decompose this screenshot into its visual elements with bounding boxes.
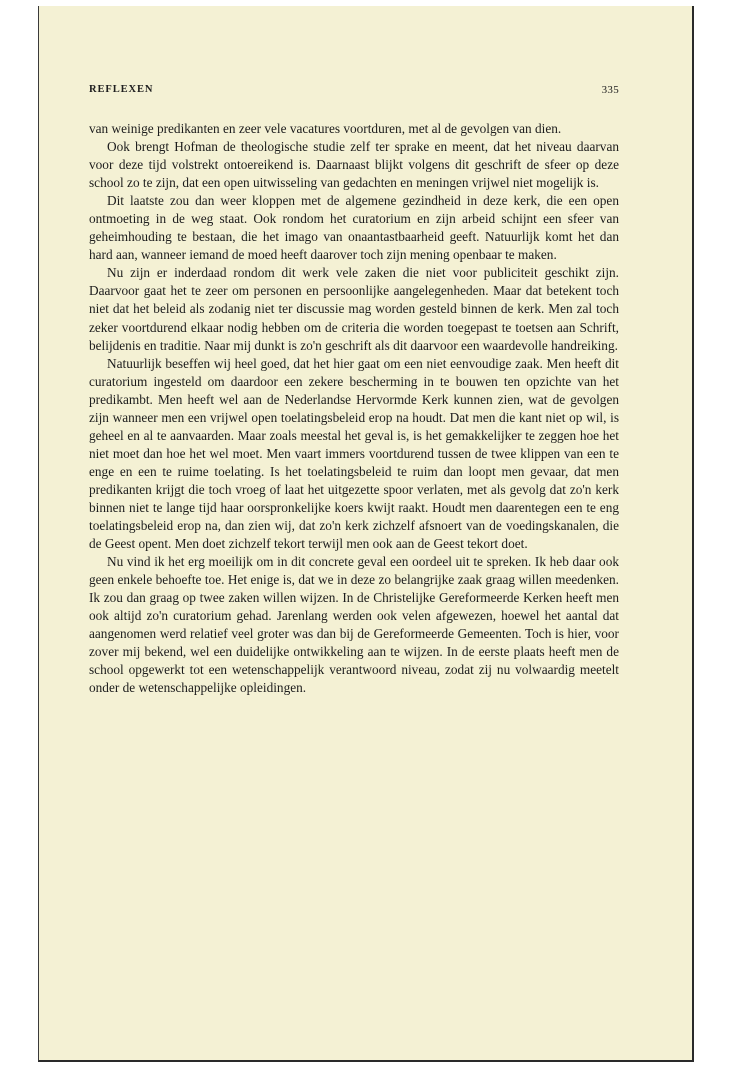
page-number: 335 [601,84,619,96]
running-title: REFLEXEN [89,84,154,95]
paragraph-3: Dit laatste zou dan weer kloppen met de algemene gezindheid in deze kerk, die een open ontmoeting in de weg staat. Ook rondom het curatorium en zijn arbeid schijnt een sfeer van geheimhouding te bestaan, die het imago van onaantastbaarheid geeft. Natuurlijk komt het dan hard aan, wanneer iemand de moed heeft daarover toch zijn mening openbaar te maken. [89,193,619,263]
paragraph-5: Natuurlijk beseffen wij heel goed, dat het hier gaat om een niet eenvoudige zaak. Men heeft dit curatorium ingesteld om daardoor een zekere bescherming in te bouwen ten opzichte van het predikambt. Men heeft wel aan de Nederlandse Hervormde Kerk kunnen zien, wat de gevolgen zijn wanneer men een vrijwel open toelatingsbeleid erop na houdt. Dat men die kant niet op wil, is geheel en al te aanvaarden. Maar zoals meestal het geval is, is het gemakkelijker te zeggen hoe het niet moet dan hoe het wel moet. Men vaart immers voortdurend tussen de twee klippen van een te enge en een te ruime toelating. Is het toelatingsbeleid te ruim dan loopt men gevaar, dat men predikanten krijgt die toch vroeg of laat het uitgezette spoor verlaten, met als gevolg dat zo'n kerk binnen niet te lange tijd haar oorspronkelijke koers kwijt raakt. Houdt men daarentegen een te eng toelatingsbeleid erop na, dan zien wij, dat zo'n kerk zichzelf afsnoert van de voedingskanalen, die de Geest opent. Men doet zichzelf tekort terwijl men ook aan de Geest tekort doet. [89,355,619,552]
paragraph-6: Nu vind ik het erg moeilijk om in dit concrete geval een oordeel uit te spreken. Ik heb daar ook geen enkele behoefte toe. Het enige is, dat we in deze zo belangrijke zaak graag willen meedenken. Ik zou dan graag op twee zaken willen wijzen. In de Christelijke Gereformeerde Kerken heeft men ook altijd zo'n curatorium gehad. Jarenlang werden ook velen afgewezen, hoewel het aantal dat aangenomen werd relatief veel groter was dan bij de Gereformeerde Gemeenten. Toch is hier, voor zover mij bekend, wel een duidelijke ontwikkeling aan te wijzen. In de eerste plaats heeft men de school opgewerkt tot een wetenschappelijk verantwoord niveau, zodat zij nu volwaardig meetelt onder de wetenschappelijke opleidingen. [89,554,619,696]
paragraph-4: Nu zijn er inderdaad rondom dit werk vele zaken die niet voor publiciteit geschikt zijn. Daarvoor gaat het te zeer om personen en persoonlijke aangelegenheden. Maar dat betekent toch niet dat het beleid als zodanig niet ter discussie mag worden gesteld binnen de kerk. Men zal toch zeker voortdurend elkaar nodig hebben om de criteria die worden toegepast te toetsen aan Schrift, belijdenis en traditie. Naar mij dunkt is zo'n geschrift als dit daarvoor een waardevolle handreiking. [89,265,619,353]
body-text [89,120,619,698]
paragraph-1: van weinige predikanten en zeer vele vacatures voortduren, met al de gevolgen van dien. [89,121,562,136]
book-page [38,6,694,1062]
paragraph-2: Ook brengt Hofman de theologische studie zelf ter sprake en meent, dat het niveau daarvan voor deze tijd volstrekt ontoereikend is. Daarnaast blijkt volgens dit geschrift de sfeer op deze school zo te zijn, dat een open uitwisseling van gedachten en meningen vrijwel niet mogelijk is. [89,139,619,191]
